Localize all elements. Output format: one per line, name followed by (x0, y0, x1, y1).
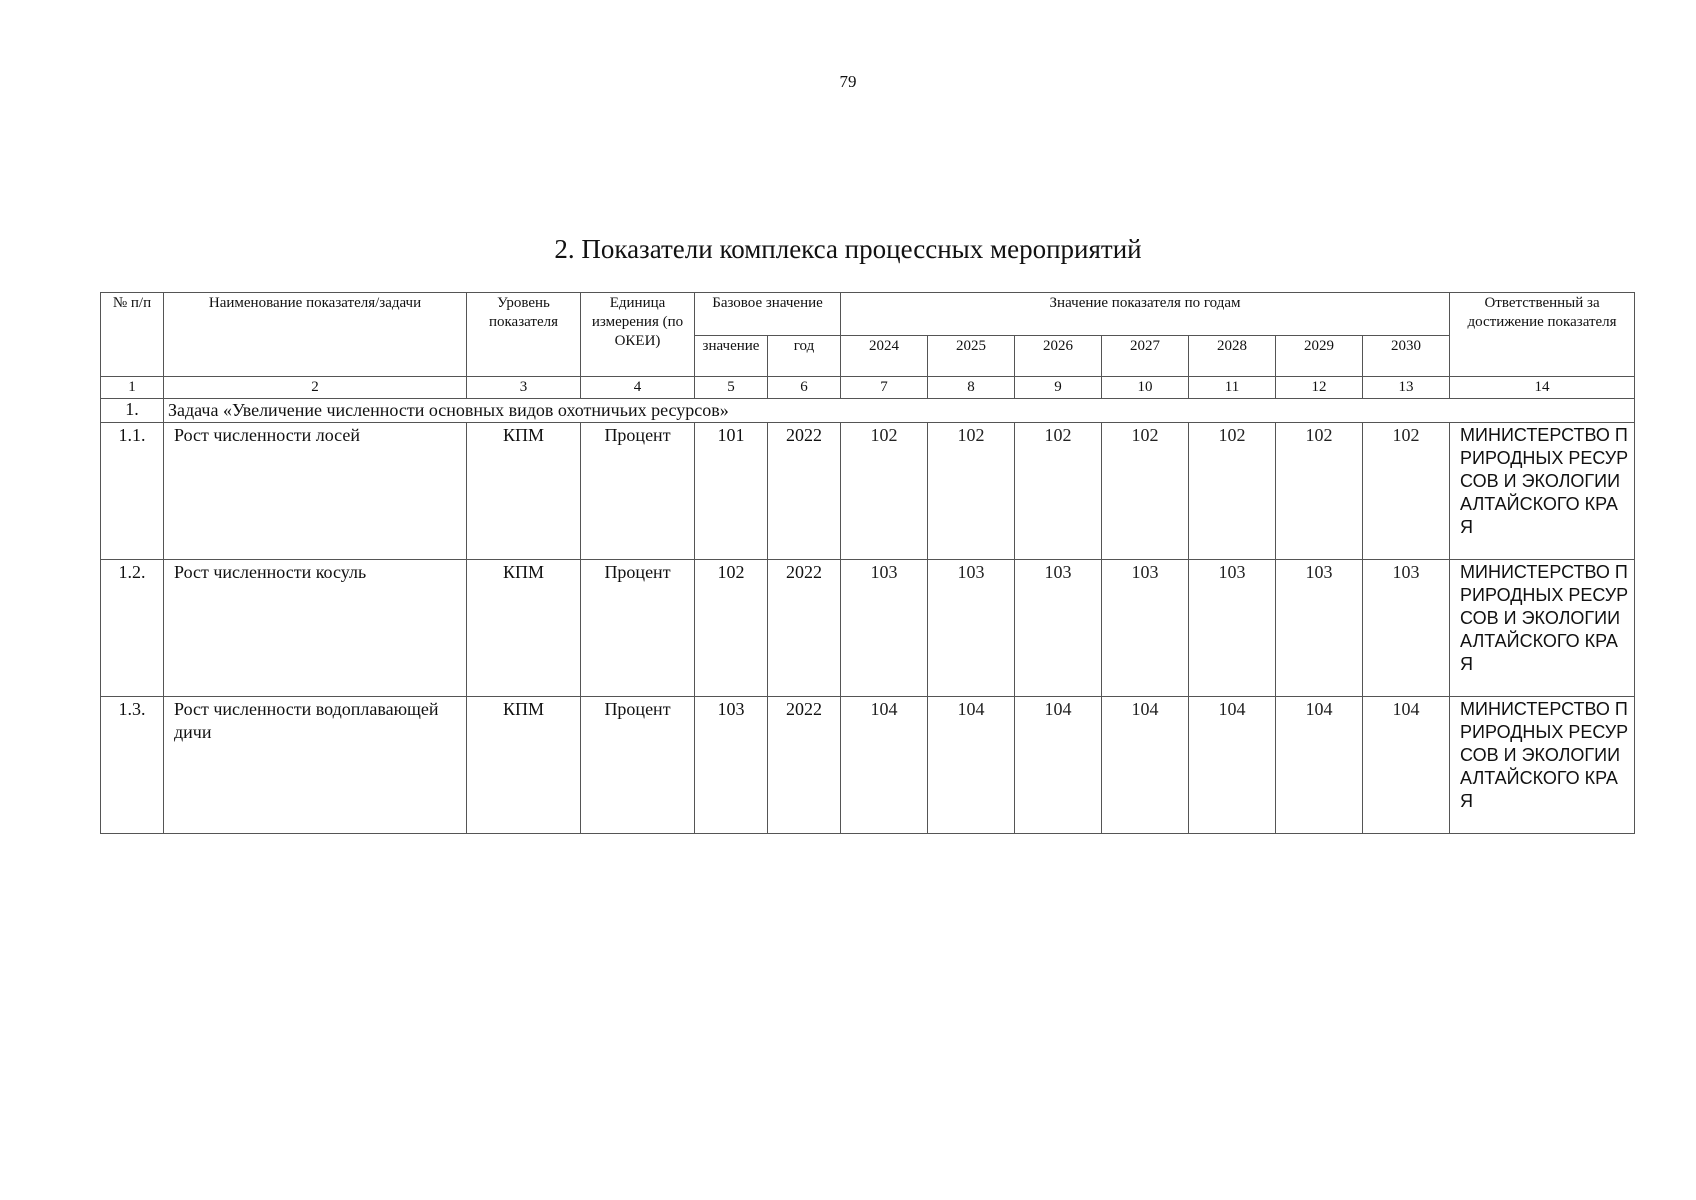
column-number: 11 (1189, 377, 1276, 399)
column-number: 14 (1450, 377, 1635, 399)
base-value: 101 (695, 423, 768, 560)
column-number: 2 (164, 377, 467, 399)
header-base-value: значение (695, 336, 768, 377)
table-row (101, 560, 1635, 697)
page-number: 79 (839, 72, 857, 91)
header-level: Уровень показателя (467, 293, 581, 377)
indicator-level: КПМ (467, 423, 581, 560)
column-number: 13 (1363, 377, 1450, 399)
indicator-unit: Процент (581, 423, 695, 560)
column-number: 3 (467, 377, 581, 399)
header-base: Базовое значение (695, 293, 841, 336)
year-value: 102 (1015, 423, 1102, 560)
header-year: 2027 (1102, 336, 1189, 377)
header-unit: Единица измерения (по ОКЕИ) (581, 293, 695, 377)
year-value: 102 (1276, 423, 1363, 560)
header-year: 2026 (1015, 336, 1102, 377)
header-year: 2030 (1363, 336, 1450, 377)
header-name: Наименование показателя/задачи (164, 293, 467, 377)
column-number: 7 (841, 377, 928, 399)
year-value: 103 (1102, 560, 1189, 697)
task-row (101, 399, 1635, 423)
year-value: 103 (1015, 560, 1102, 697)
header-base-year: год (768, 336, 841, 377)
column-number: 5 (695, 377, 768, 399)
table-row (101, 697, 1635, 834)
header-year: 2024 (841, 336, 928, 377)
year-value: 102 (841, 423, 928, 560)
year-value: 102 (1189, 423, 1276, 560)
indicator-name: Рост численности косуль (164, 560, 467, 697)
column-number-row (101, 377, 1635, 399)
year-value: 103 (841, 560, 928, 697)
year-value: 102 (1363, 423, 1450, 560)
year-value: 104 (1015, 697, 1102, 834)
year-value: 102 (1102, 423, 1189, 560)
year-value: 103 (1363, 560, 1450, 697)
year-value: 104 (1189, 697, 1276, 834)
column-number: 6 (768, 377, 841, 399)
base-value: 103 (695, 697, 768, 834)
column-number: 8 (928, 377, 1015, 399)
year-value: 104 (1276, 697, 1363, 834)
indicator-unit: Процент (581, 560, 695, 697)
year-value: 104 (1102, 697, 1189, 834)
header-num: № п/п (101, 293, 164, 377)
column-number: 9 (1015, 377, 1102, 399)
year-value: 102 (928, 423, 1015, 560)
year-value: 103 (1189, 560, 1276, 697)
column-number: 12 (1276, 377, 1363, 399)
column-number: 4 (581, 377, 695, 399)
task-number: 1. (101, 399, 164, 423)
header-years-group: Значение показателя по годам (841, 293, 1450, 336)
responsible-organization: МИНИСТЕРСТВО ПРИРОДНЫХ РЕСУРСОВ И ЭКОЛОГИИ АЛТАЙСКОГО КРАЯ (1450, 697, 1635, 834)
year-value: 104 (841, 697, 928, 834)
indicator-level: КПМ (467, 560, 581, 697)
header-year: 2028 (1189, 336, 1276, 377)
header-responsible: Ответственный за достижение показателя (1450, 293, 1635, 377)
row-number: 1.3. (101, 697, 164, 834)
task-text: Задача «Увеличение численности основных видов охотничьих ресурсов» (164, 399, 1635, 423)
year-value: 104 (928, 697, 1015, 834)
header-year: 2029 (1276, 336, 1363, 377)
base-value: 102 (695, 560, 768, 697)
base-year: 2022 (768, 697, 841, 834)
responsible-organization: МИНИСТЕРСТВО ПРИРОДНЫХ РЕСУРСОВ И ЭКОЛОГИИ АЛТАЙСКОГО КРАЯ (1450, 560, 1635, 697)
row-number: 1.1. (101, 423, 164, 560)
column-number: 1 (101, 377, 164, 399)
indicator-name: Рост численности лосей (164, 423, 467, 560)
indicators-table (100, 292, 1635, 834)
base-year: 2022 (768, 560, 841, 697)
row-number: 1.2. (101, 560, 164, 697)
document-title: 2. Показатели комплекса процессных мероприятий (554, 234, 1142, 264)
column-number: 10 (1102, 377, 1189, 399)
year-value: 103 (928, 560, 1015, 697)
indicator-name: Рост численности водоплавающей дичи (164, 697, 467, 834)
indicator-level: КПМ (467, 697, 581, 834)
year-value: 104 (1363, 697, 1450, 834)
base-year: 2022 (768, 423, 841, 560)
header-year: 2025 (928, 336, 1015, 377)
indicator-unit: Процент (581, 697, 695, 834)
responsible-organization: МИНИСТЕРСТВО ПРИРОДНЫХ РЕСУРСОВ И ЭКОЛОГИИ АЛТАЙСКОГО КРАЯ (1450, 423, 1635, 560)
table-row (101, 423, 1635, 560)
year-value: 103 (1276, 560, 1363, 697)
